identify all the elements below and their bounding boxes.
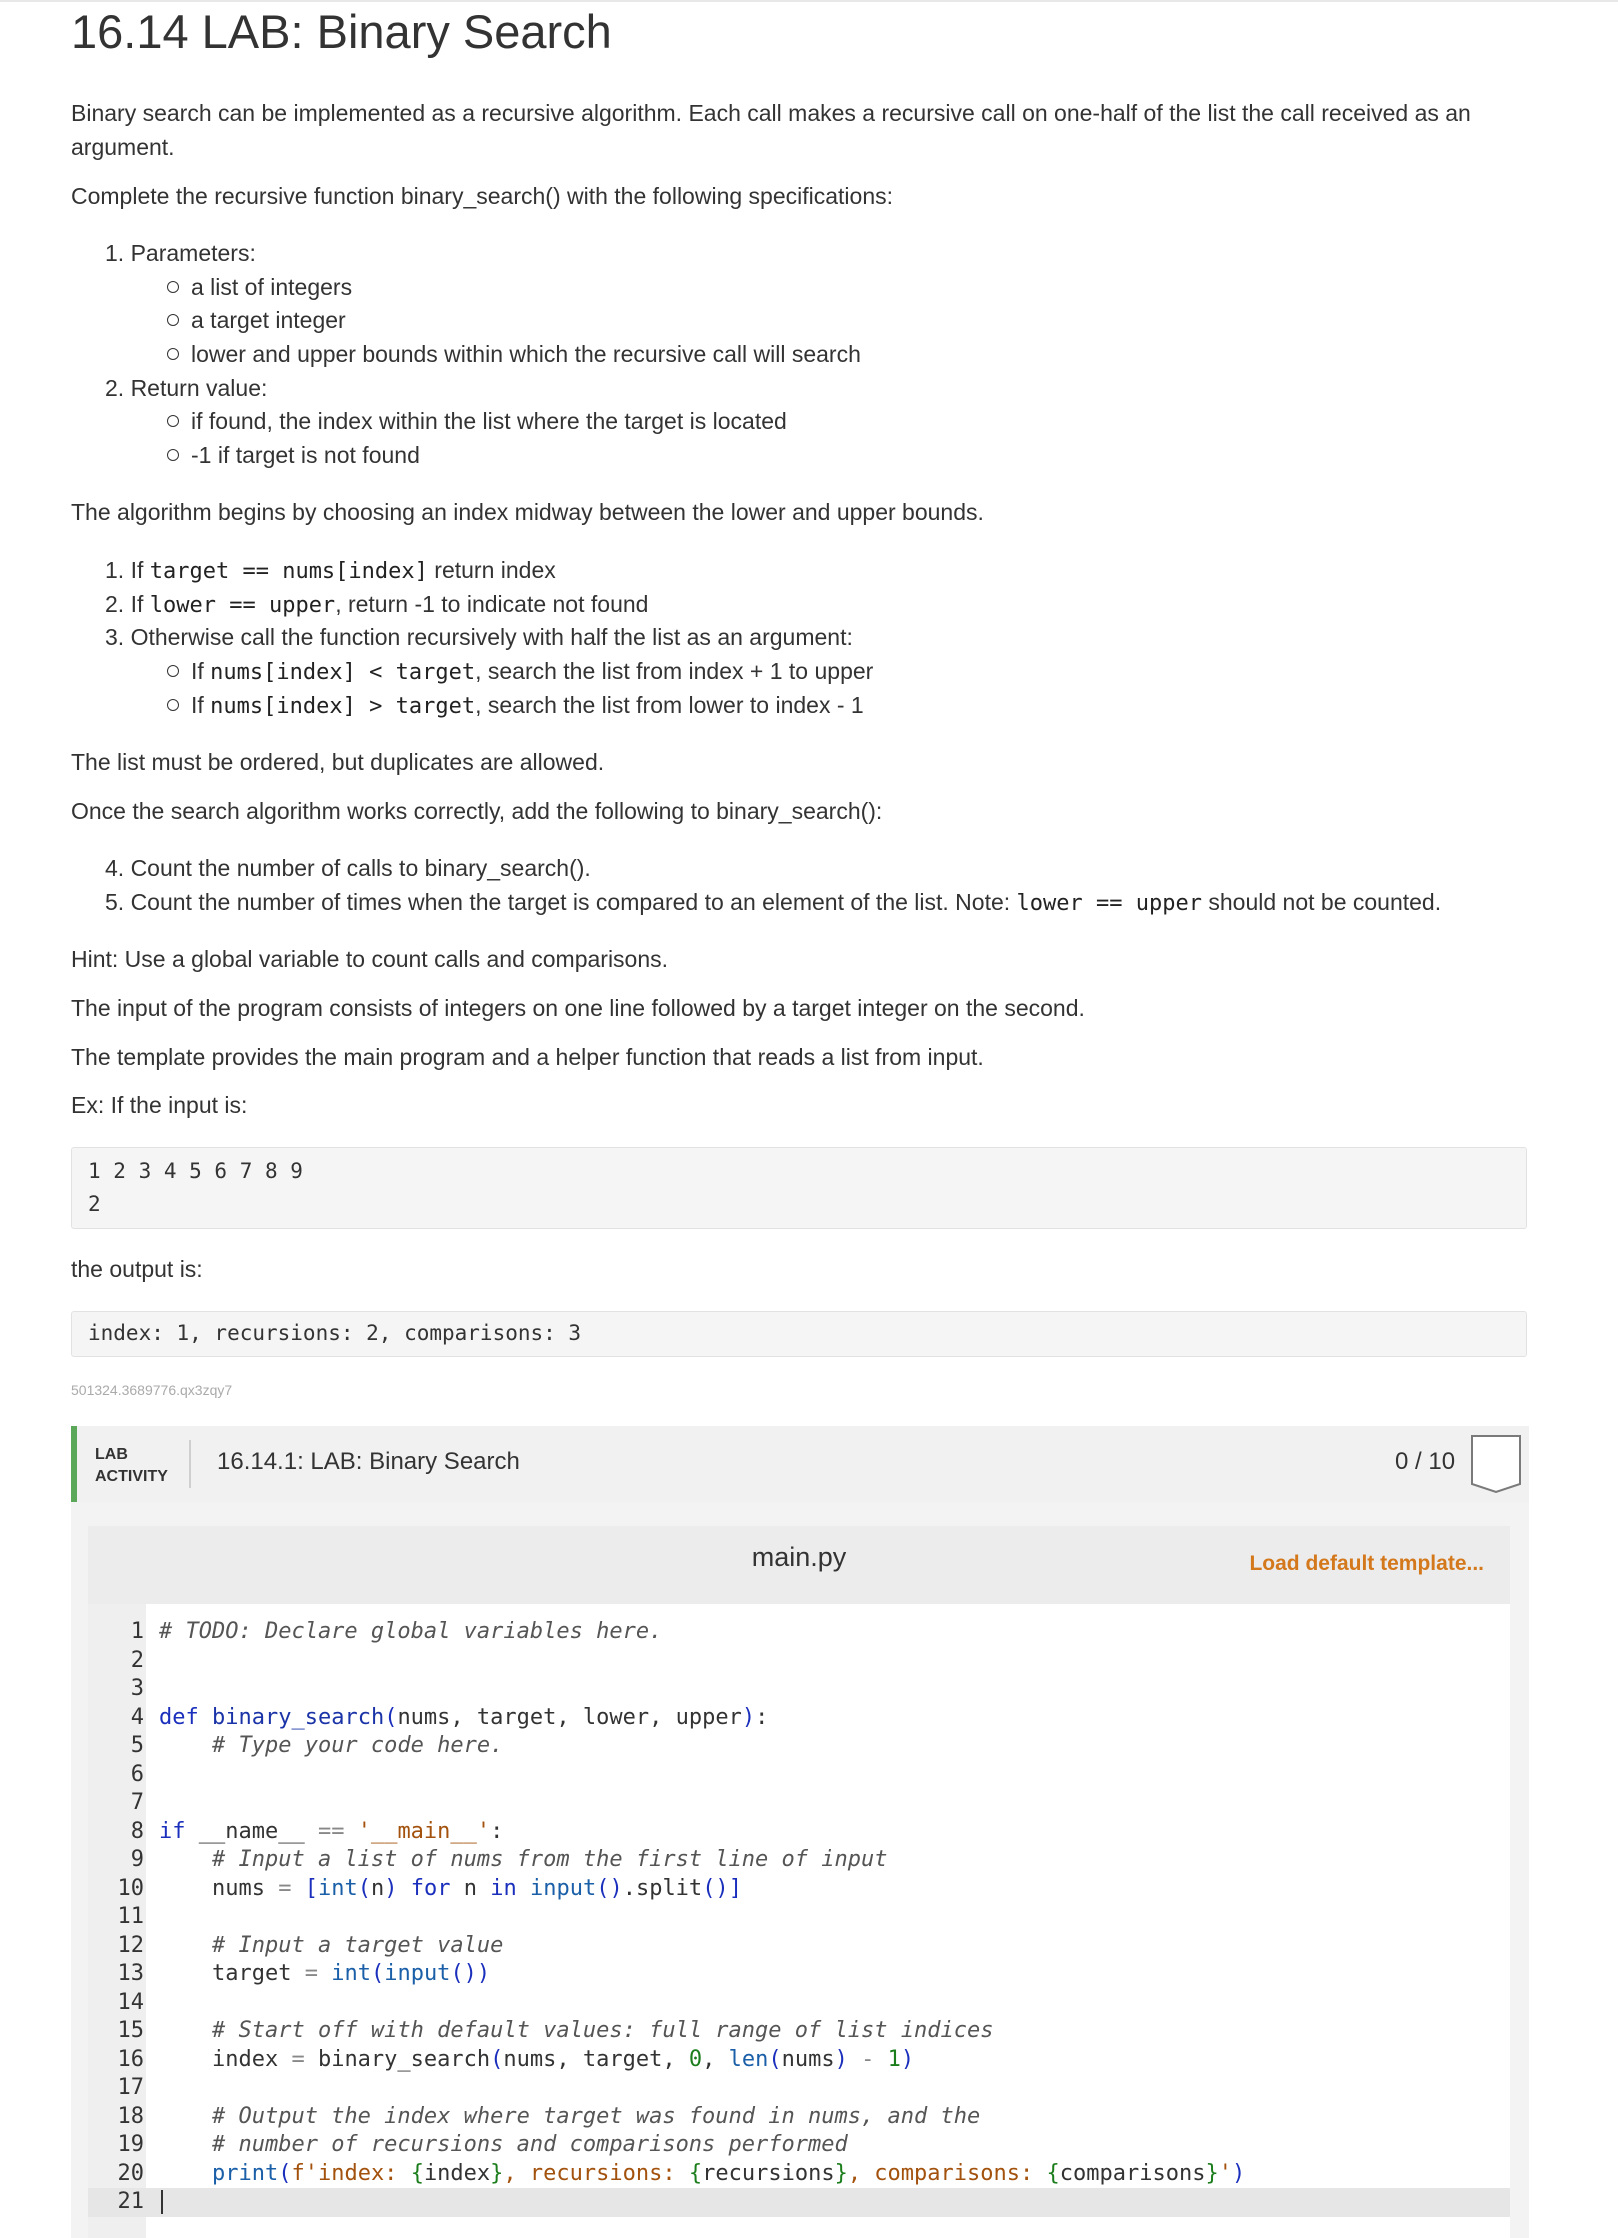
code-line: 3 bbox=[130, 1676, 144, 1701]
tracking-id: 501324.3689776.qx3zqy7 bbox=[71, 1382, 233, 1398]
code-line: 4 def binary_search(nums, target, lower, upper): bbox=[130, 1704, 769, 1730]
param-item: a target integer bbox=[167, 303, 346, 337]
ordered-paragraph: The list must be ordered, but duplicates are allowed. bbox=[71, 749, 605, 775]
template-description: The template provides the main program and a helper function that reads a list from input. bbox=[71, 1044, 984, 1070]
once-paragraph: Once the search algorithm works correctly, add the following to binary_search(): bbox=[71, 798, 883, 824]
code-editor[interactable] bbox=[88, 1526, 1510, 2238]
input-description: The input of the program consists of integers on one line followed by a target integer on the second. bbox=[71, 995, 1085, 1021]
example-input-box bbox=[71, 1147, 1527, 1229]
lab-activity bbox=[71, 1426, 1529, 2238]
code-line: 16 index = binary_search(nums, target, 0, len(nums) - 1) bbox=[117, 2046, 915, 2072]
bullet-icon bbox=[167, 314, 179, 326]
code-line: 5 # Type your code here. bbox=[130, 1733, 504, 1758]
code-line: 10 nums = [int(n) for n in input().split()] bbox=[117, 1875, 742, 1901]
example-output-line: index: 1, recursions: 2, comparisons: 3 bbox=[88, 1321, 582, 1345]
bullet-icon bbox=[167, 665, 179, 677]
code-lines[interactable] bbox=[88, 1618, 1510, 2217]
return-label: 2. Return value: bbox=[105, 375, 268, 401]
extra-step-4: 4. Count the number of calls to binary_search(). bbox=[105, 855, 591, 881]
bullet-icon bbox=[167, 281, 179, 293]
algo-bullet: If nums[index] > target, search the list from lower to index - 1 bbox=[167, 688, 864, 724]
code-line: 8 if __name__ == '__main__': bbox=[130, 1818, 504, 1844]
page-title: 16.14 LAB: Binary Search bbox=[71, 5, 612, 58]
load-template-link[interactable]: Load default template... bbox=[1249, 1552, 1484, 1575]
lab-header bbox=[71, 1426, 1529, 1502]
param-item: lower and upper bounds within which the recursive call will search bbox=[167, 337, 861, 371]
editor-header bbox=[88, 1526, 1510, 1604]
params-label: 1. Parameters: bbox=[105, 240, 256, 266]
lab-name: 16.14.1: LAB: Binary Search bbox=[217, 1448, 520, 1475]
example-input-line: 2 bbox=[88, 1192, 101, 1216]
output-label: the output is: bbox=[71, 1256, 203, 1282]
code-line: 6 bbox=[130, 1761, 144, 1787]
algo-intro: The algorithm begins by choosing an index midway between the lower and upper bounds. bbox=[71, 499, 984, 525]
top-border bbox=[0, 0, 1618, 2]
complete-paragraph: Complete the recursive function binary_search() with the following specifications: bbox=[71, 183, 894, 209]
bullet-icon bbox=[167, 699, 179, 711]
param-item: a list of integers bbox=[167, 270, 352, 304]
code-line: 11 bbox=[117, 1904, 144, 1929]
return-item: if found, the index within the list where the target is located bbox=[167, 404, 787, 438]
code-line: 13 target = int(input()) bbox=[117, 1961, 491, 1986]
code-line: 20 print(f'index: {index}, recursions: {recursions}, comparisons: {comparisons}') bbox=[117, 2160, 1246, 2186]
text-cursor bbox=[161, 2190, 163, 2214]
algo-step-1: 1. If target == nums[index] return index bbox=[105, 557, 556, 584]
example-input-label: Ex: If the input is: bbox=[71, 1092, 248, 1118]
return-item: -1 if target is not found bbox=[167, 438, 420, 472]
bullet-icon bbox=[167, 415, 179, 427]
code-line: 19 # number of recursions and comparisons performed bbox=[117, 2132, 848, 2157]
bullet-icon bbox=[167, 449, 179, 461]
hint-paragraph: Hint: Use a global variable to count calls and comparisons. bbox=[71, 946, 669, 972]
code-line: 1 # TODO: Declare global variables here. bbox=[130, 1619, 663, 1644]
code-line-active[interactable]: 21 bbox=[88, 2188, 1510, 2217]
header-divider bbox=[189, 1440, 191, 1488]
lab-score: 0 / 10 bbox=[1395, 1448, 1456, 1475]
file-name: main.py bbox=[751, 1542, 847, 1572]
code-line: 12 # Input a target value bbox=[117, 1932, 504, 1958]
algo-bullet: If nums[index] < target, search the list from index + 1 to upper bbox=[167, 654, 873, 690]
example-output-box bbox=[71, 1311, 1527, 1357]
code-line: 15 # Start off with default values: full range of list indices bbox=[117, 2018, 994, 2043]
code-line: 17 bbox=[117, 2075, 144, 2100]
bullet-icon bbox=[167, 348, 179, 360]
code-line: 9 # Input a list of nums from the first line of input bbox=[130, 1847, 888, 1872]
algo-step-3: 3. Otherwise call the function recursively with half the list as an argument: bbox=[105, 624, 853, 650]
example-input-line: 1 2 3 4 5 6 7 8 9 bbox=[88, 1159, 303, 1183]
code-line: 2 bbox=[130, 1647, 144, 1673]
algo-step-2: 2. If lower == upper, return -1 to indicate not found bbox=[105, 591, 649, 618]
lab-activity-tag: LAB ACTIVITY bbox=[95, 1446, 168, 1485]
extra-step-5: 5. Count the number of times when the target is compared to an element of the list. Note: lower == upper should not be counted. bbox=[105, 889, 1442, 916]
code-line: 18 # Output the index where target was found in nums, and the bbox=[117, 2103, 981, 2129]
code-line: 7 bbox=[130, 1790, 144, 1815]
completion-shield-icon bbox=[1470, 1434, 1522, 1494]
intro-paragraph: Binary search can be implemented as a recursive algorithm. Each call makes a recursive call on one-half of the list the call received as an argument. bbox=[71, 100, 1471, 160]
code-line: 14 bbox=[117, 1989, 144, 2015]
